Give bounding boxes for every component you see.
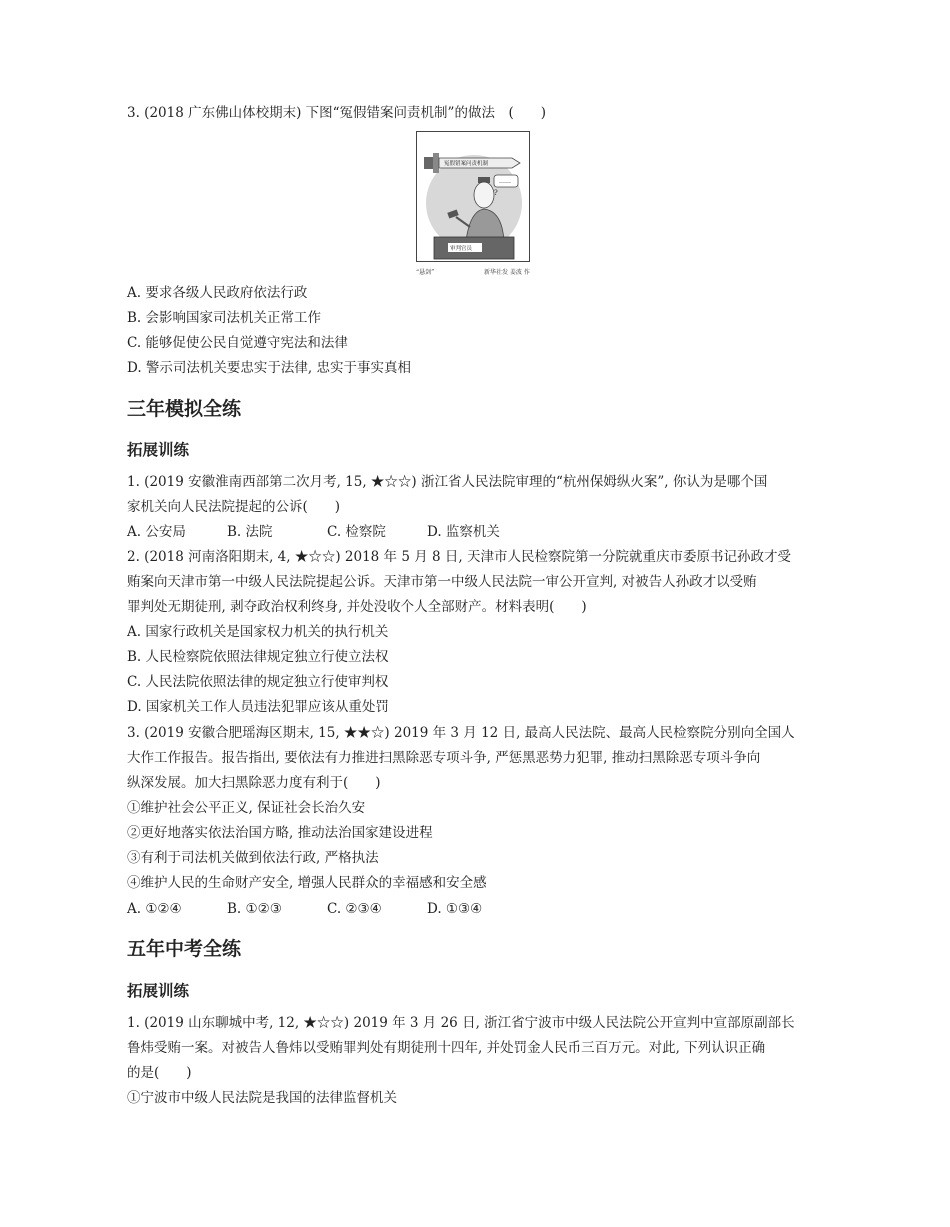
statement-item: ③有利于司法机关做到依法行政, 严格执法 [127, 850, 379, 866]
question-line: 1. (2019 安徽淮南西部第二次月考, 15, ★☆☆) 浙江省人民法院审理的“杭州保姆纵火案”, 你认为是哪个国 [127, 474, 768, 490]
subsection-title: 拓展训练 [127, 982, 190, 1000]
question-line: 贿案向天津市第一中级人民法院提起公诉。天津市第一中级人民法院一审公开宣判, 对被告人孙政才以受贿 [127, 574, 757, 590]
question-line: 罪判处无期徒刑, 剥夺政治权利终身, 并处没收个人全部财产。材料表明( ) [127, 599, 587, 615]
cartoon-caption-left: “悬剑” [416, 269, 435, 276]
option-b: B. ①②③ [227, 901, 282, 917]
option-d: D. ①③④ [427, 901, 483, 917]
question-line: 的是( ) [127, 1065, 192, 1081]
question-line: 3. (2019 安徽合肥瑶海区期末, 15, ★★☆) 2019 年 3 月 12 日, 最高人民法院、最高人民检察院分别向全国人 [127, 725, 795, 741]
statement-item: ②更好地落实依法治国方略, 推动法治国家建设进程 [127, 825, 433, 841]
option-d: D. 警示司法机关要忠实于法律, 忠实于事实真相 [127, 360, 412, 376]
option-c: C. 能够促使公民自觉遵守宪法和法律 [127, 335, 348, 351]
option-a: A. 公安局 [127, 524, 186, 540]
desk-label: 审判官员 [450, 246, 473, 252]
subsection-title: 拓展训练 [127, 441, 190, 459]
option-c: C. 人民法院依照法律的规定独立行使审判权 [127, 674, 389, 690]
statement-item: ①宁波市中级人民法院是我国的法律监督机关 [127, 1090, 397, 1106]
bubble-text: …… [499, 178, 511, 185]
section-title: 五年中考全练 [127, 938, 242, 960]
option-b: B. 法院 [227, 524, 273, 540]
sword-label: 冤假错案问责机制 [444, 161, 489, 167]
option-d: D. 监察机关 [427, 524, 500, 540]
option-c: C. 检察院 [327, 524, 386, 540]
svg-text:?: ? [494, 189, 498, 197]
question-line: 家机关向人民法院提起的公诉( ) [127, 499, 341, 515]
option-a: A. 国家行政机关是国家权力机关的执行机关 [127, 624, 389, 640]
cartoon-caption-right: 新华社发 姜波 作 [484, 269, 530, 276]
option-c: C. ②③④ [327, 901, 382, 917]
option-row [127, 522, 527, 542]
question-line: 纵深发展。加大扫黑除恶力度有利于( ) [127, 775, 381, 791]
cartoon-image [416, 131, 530, 275]
question-line: 1. (2019 山东聊城中考, 12, ★☆☆) 2019 年 3 月 26 日, 浙江省宁波市中级人民法院公开宣判中宣部原副部长 [127, 1015, 795, 1031]
option-b: B. 会影响国家司法机关正常工作 [127, 310, 322, 326]
question-line: 鲁炜受贿一案。对被告人鲁炜以受贿罪判处有期徒刑十四年, 并处罚金人民币三百万元。对此, 下列认识正确 [127, 1040, 766, 1056]
statement-item: ④维护人民的生命财产安全, 增强人民群众的幸福感和安全感 [127, 875, 487, 891]
question-stem: 3. (2018 广东佛山体校期末) 下图“冤假错案问责机制”的做法 ( ) [127, 105, 546, 121]
section-title: 三年模拟全练 [127, 398, 242, 420]
question-line: 2. (2018 河南洛阳期末, 4, ★☆☆) 2018 年 5 月 8 日, 天津市人民检察院第一分院就重庆市委原书记孙政才受 [127, 549, 791, 565]
option-a: A. ①②④ [127, 901, 182, 917]
option-b: B. 人民检察院依照法律规定独立行使立法权 [127, 649, 389, 665]
statement-item: ①维护社会公平正义, 保证社会长治久安 [127, 800, 366, 816]
option-row [127, 899, 527, 919]
option-a: A. 要求各级人民政府依法行政 [127, 285, 308, 301]
option-d: D. 国家机关工作人员违法犯罪应该从重处罚 [127, 699, 389, 715]
question-line: 大作工作报告。报告指出, 要依法有力推进扫黑除恶专项斗争, 严惩黑恶势力犯罪, 推动扫黑除恶专项斗争向 [127, 750, 761, 766]
